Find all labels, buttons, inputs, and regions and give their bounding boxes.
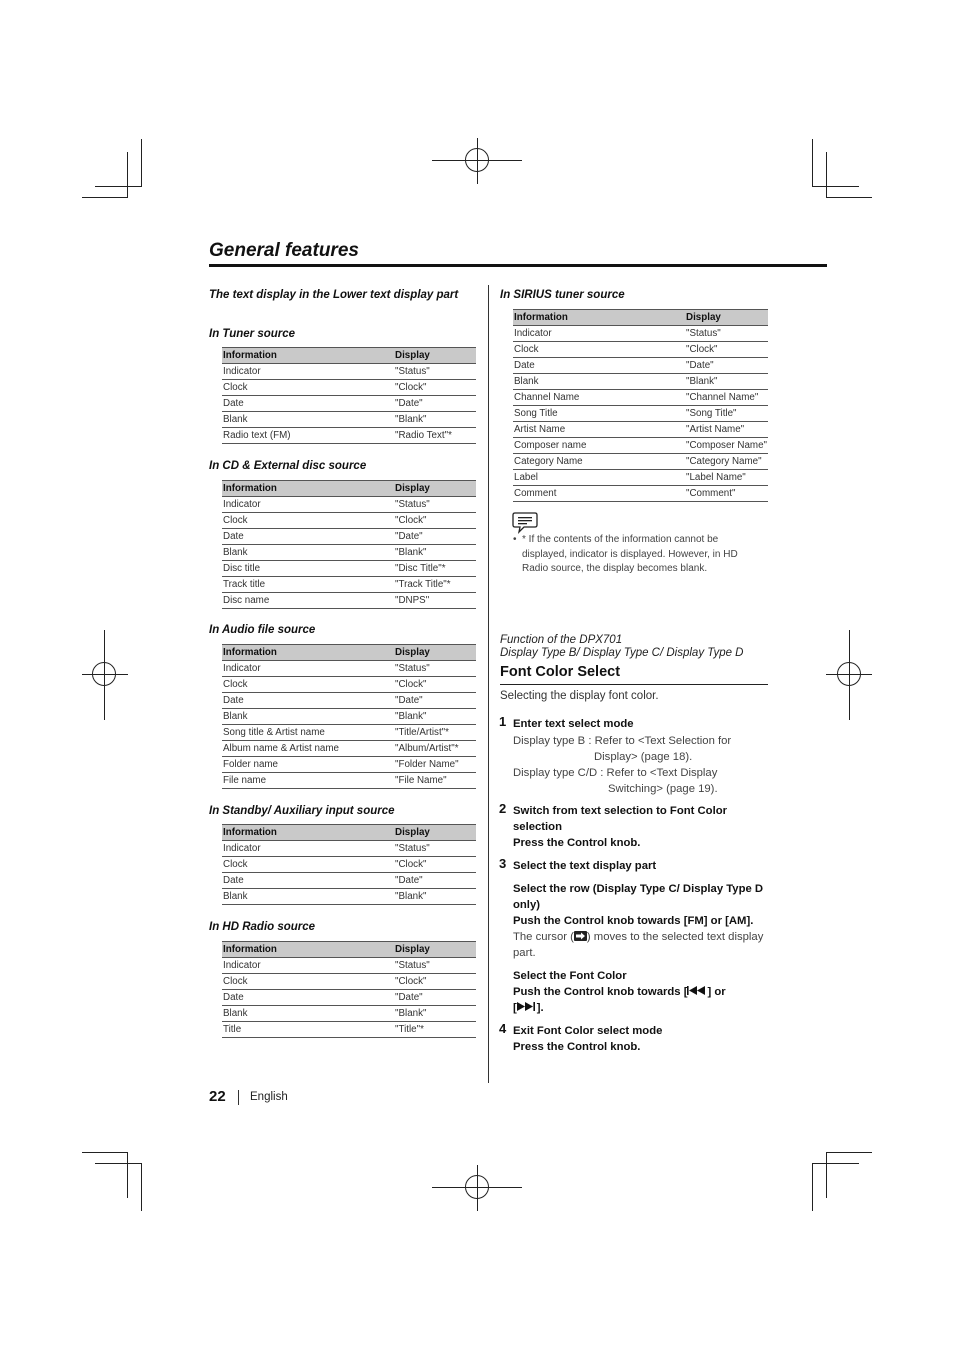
table-row: Indicator "Status" — [222, 958, 476, 974]
table-row: Channel Name "Channel Name" — [513, 390, 768, 406]
table-row: Date "Date" — [513, 358, 768, 374]
step3-select-color-action-cont: [ ]. — [513, 1002, 544, 1014]
table-row: Artist Name "Artist Name" — [513, 422, 768, 438]
sirius-source-heading: In SIRIUS tuner source — [500, 289, 625, 301]
step-action: Press the Control knob. — [513, 1041, 641, 1053]
footer-separator — [238, 1090, 239, 1105]
info-note — [513, 533, 758, 577]
step1-type-b-ref: Display type B : Refer to <Text Selection for — [513, 735, 732, 747]
table-row: Comment "Comment" — [513, 486, 768, 502]
table-row: File name "File Name" — [222, 773, 476, 789]
note-bullet: • — [513, 534, 517, 545]
table-row: Blank "Blank" — [513, 374, 768, 390]
lower-text-display-heading: The text display in the Lower text display part — [209, 289, 459, 301]
title-rule — [209, 264, 827, 267]
hd-radio-source-table — [222, 941, 476, 1038]
table-row: Category Name "Category Name" — [513, 454, 768, 470]
table-header: Information Display — [222, 824, 476, 841]
step1-type-cd-ref: Display type C/D : Refer to <Text Display — [513, 767, 718, 779]
table-row: Date "Date" — [222, 873, 476, 889]
table-row: Indicator "Status" — [222, 497, 476, 513]
skip-forward-icon — [517, 1002, 537, 1011]
cd-source-table — [222, 480, 476, 609]
note-text: * If the contents of the information cannot be displayed, indicator is displayed. However, in HD Radio source, the display becomes blank. — [522, 534, 738, 575]
step-number: 3 — [499, 856, 507, 871]
table-row: Indicator "Status" — [222, 364, 476, 380]
table-header: Information Display — [222, 644, 476, 661]
table-row: Blank "Blank" — [222, 709, 476, 725]
table-row: Blank "Blank" — [222, 889, 476, 905]
table-row: Song Title "Song Title" — [513, 406, 768, 422]
note-icon — [512, 510, 538, 534]
page-language: English — [250, 1091, 288, 1103]
table-row: Clock "Clock" — [222, 513, 476, 529]
font-color-title-rule — [500, 684, 768, 685]
skip-back-icon — [687, 986, 707, 995]
table-row: Clock "Clock" — [222, 380, 476, 396]
step-action: Press the Control knob. — [513, 837, 641, 849]
table-row: Folder name "Folder Name" — [222, 757, 476, 773]
table-row: Disc name "DNPS" — [222, 593, 476, 609]
table-row: Date "Date" — [222, 990, 476, 1006]
table-row: Song title & Artist name "Title/Artist"* — [222, 725, 476, 741]
step-number: 4 — [499, 1021, 507, 1036]
page-number: 22 — [209, 1088, 226, 1105]
table-header: Information Display — [222, 347, 476, 364]
column-divider — [488, 285, 489, 1083]
tuner-source-heading: In Tuner source — [209, 328, 296, 340]
cd-source-heading: In CD & External disc source — [209, 460, 367, 472]
table-row: Clock "Clock" — [513, 342, 768, 358]
step-number: 2 — [499, 801, 507, 816]
step1-type-b-ref-cont: Display> (page 18). — [594, 751, 693, 763]
table-row: Disc title "Disc Title"* — [222, 561, 476, 577]
table-row: Indicator "Status" — [513, 326, 768, 342]
audio-file-source-table — [222, 644, 476, 789]
table-row: Date "Date" — [222, 693, 476, 709]
page-title: General features — [209, 240, 359, 261]
table-header: Information Display — [222, 941, 476, 958]
step1-type-cd-ref-cont: Switching> (page 19). — [608, 783, 718, 795]
sirius-source-table — [513, 309, 768, 502]
step-title: Enter text select mode — [513, 718, 634, 730]
table-row: Clock "Clock" — [222, 857, 476, 873]
step-number: 1 — [499, 714, 507, 729]
standby-aux-source-table — [222, 824, 476, 905]
function-line-display-types: Display Type B/ Display Type C/ Display Type D — [500, 647, 744, 659]
table-row: Indicator "Status" — [222, 661, 476, 677]
font-color-select-title: Font Color Select — [500, 664, 621, 680]
table-row: Date "Date" — [222, 396, 476, 412]
step3-cursor-note: The cursor ( ) moves to the selected text display part. — [513, 931, 764, 959]
table-header: Information Display — [222, 480, 476, 497]
step3-select-color-action: Push the Control knob towards [ ] or — [513, 986, 726, 998]
font-color-description: Selecting the display font color. — [500, 690, 659, 702]
step3-select-row-title: Select the row (Display Type C/ Display Type D only) — [513, 883, 764, 911]
audio-file-source-heading: In Audio file source — [209, 624, 316, 636]
step3-select-color-title: Select the Font Color — [513, 970, 627, 982]
table-row: Clock "Clock" — [222, 974, 476, 990]
table-row: Title "Title"* — [222, 1022, 476, 1038]
table-row: Blank "Blank" — [222, 1006, 476, 1022]
table-row: Label "Label Name" — [513, 470, 768, 486]
standby-aux-source-heading: In Standby/ Auxiliary input source — [209, 805, 395, 817]
table-row: Indicator "Status" — [222, 841, 476, 857]
hd-radio-source-heading: In HD Radio source — [209, 921, 316, 933]
tuner-source-table — [222, 347, 476, 444]
table-row: Album name & Artist name "Album/Artist"* — [222, 741, 476, 757]
table-row: Blank "Blank" — [222, 545, 476, 561]
step-title: Exit Font Color select mode — [513, 1025, 663, 1037]
step3-select-row-action: Push the Control knob towards [FM] or [AM]. — [513, 915, 754, 927]
cursor-arrow-icon — [574, 931, 587, 941]
table-row: Track title "Track Title"* — [222, 577, 476, 593]
table-header: Information Display — [513, 309, 768, 326]
table-row: Clock "Clock" — [222, 677, 476, 693]
table-row: Composer name "Composer Name" — [513, 438, 768, 454]
table-row: Blank "Blank" — [222, 412, 476, 428]
step-title: Select the text display part — [513, 860, 657, 872]
table-row: Date "Date" — [222, 529, 476, 545]
table-row: Radio text (FM) "Radio Text"* — [222, 428, 476, 444]
step-title: Switch from text selection to Font Color selection — [513, 805, 728, 833]
function-line-model: Function of the DPX701 — [500, 634, 623, 646]
